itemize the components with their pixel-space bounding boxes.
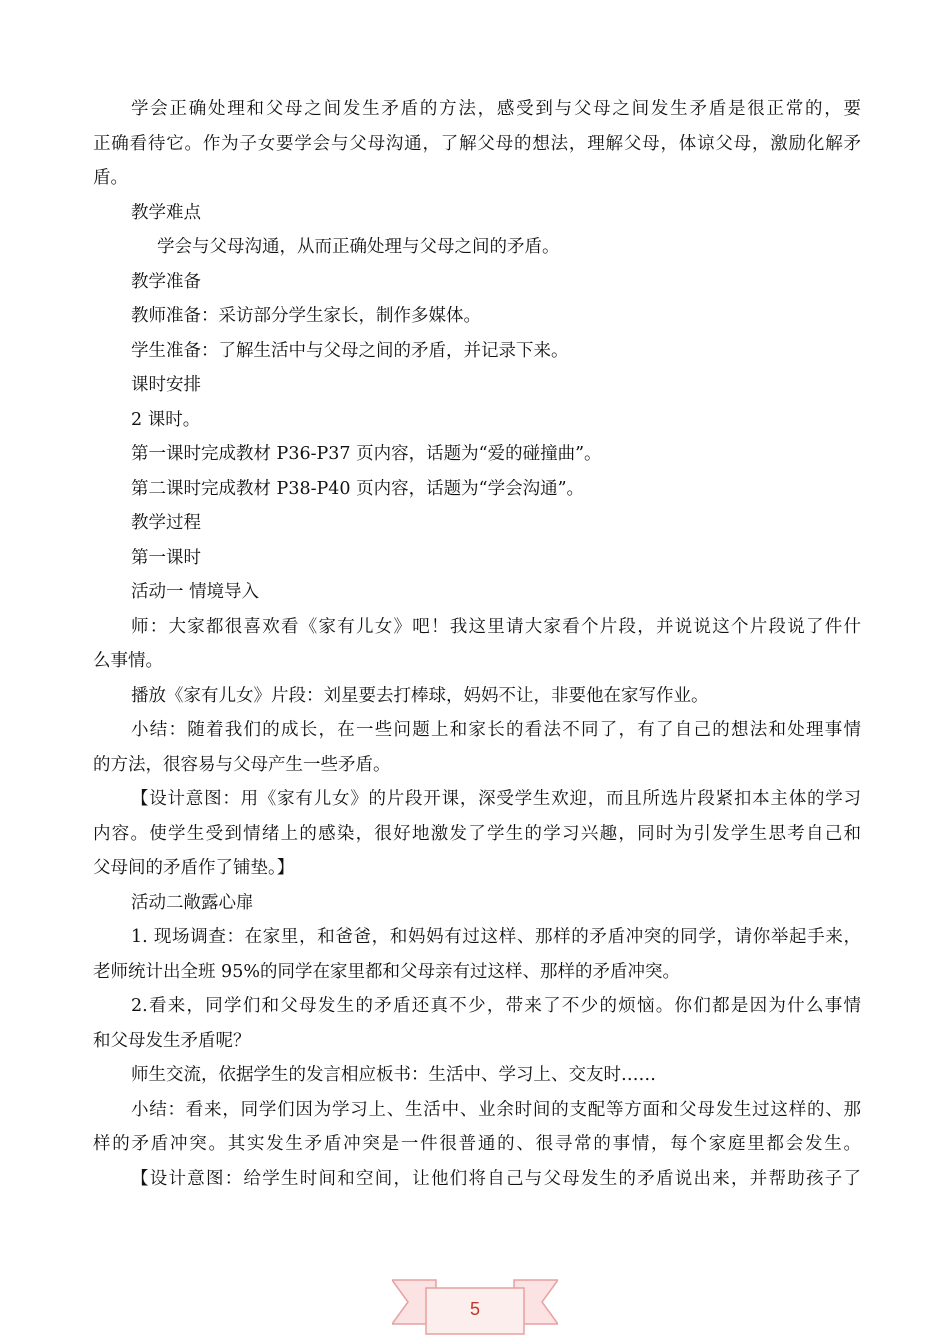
paragraph-line: 教师准备：采访部分学生家长，制作多媒体。 (131, 306, 481, 326)
page-number: 5 (469, 1299, 480, 1319)
paragraph-line: 内容。使学生受到情绪上的感染，很好地激发了学生的学习兴趣，同时为引发学生思考自己和 (93, 823, 861, 844)
paragraph-line: 2.看来，同学们和父母发生的矛盾还真不少，带来了不少的烦恼。你们都是因为什么事情 (131, 996, 861, 1016)
paragraph-line: 盾。 (93, 168, 128, 188)
paragraph-line: 师生交流，依据学生的发言相应板书：生活中、学习上、交友时…… (131, 1065, 656, 1085)
section-heading: 第一课时 (131, 547, 201, 568)
paragraph-line: 学会与父母沟通，从而正确处理与父母之间的矛盾。 (157, 237, 560, 257)
paragraph-line: 么事情。 (93, 651, 163, 671)
paragraph-line: 2 课时。 (131, 409, 201, 430)
paragraph-line: 1. 现场调查：在家里，和爸爸，和妈妈有过这样、那样的矛盾冲突的同学，请你举起手来， (131, 927, 861, 947)
paragraph-line: 父母间的矛盾作了铺垫。】 (93, 858, 295, 878)
paragraph-line: 播放《家有儿女》片段：刘星要去打棒球，妈妈不让，非要他在家写作业。 (131, 685, 709, 706)
paragraph-line: 老师统计出全班 95%的同学在家里都和父母亲有过这样、那样的矛盾冲突。 (93, 961, 680, 982)
paragraph-line: 正确看待它。作为子女要学会与父母沟通，了解父母的想法，理解父母，体谅父母，激励化解矛 (93, 133, 861, 154)
paragraph-line: 第一课时完成教材 P36-P37 页内容，话题为“爱的碰撞曲”。 (131, 444, 602, 464)
section-heading: 教学难点 (131, 202, 201, 223)
section-heading: 活动二敞露心扉 (131, 892, 254, 913)
section-heading: 课时安排 (131, 375, 201, 395)
paragraph-line: 小结：随着我们的成长，在一些问题上和家长的看法不同了，有了自己的想法和处理事情 (131, 720, 861, 740)
paragraph-line: 和父母发生矛盾呢？ (93, 1030, 251, 1051)
section-heading: 教学准备 (131, 271, 201, 292)
paragraph-line: 第二课时完成教材 P38-P40 页内容，话题为“学会沟通”。 (131, 478, 585, 499)
section-heading: 活动一 情境导入 (131, 582, 260, 602)
section-heading: 教学过程 (131, 513, 201, 533)
paragraph-line: 样的矛盾冲突。其实发生矛盾冲突是一件很普通的、很寻常的事情，每个家庭里都会发生。 (93, 1134, 861, 1154)
paragraph-line: 的方法，很容易与父母产生一些矛盾。 (93, 754, 391, 775)
paragraph-line: 学生准备：了解生活中与父母之间的矛盾，并记录下来。 (131, 340, 569, 361)
paragraph-line: 【设计意图：给学生时间和空间，让他们将自己与父母发生的矛盾说出来，并帮助孩子了 (131, 1168, 861, 1189)
paragraph-line: 学会正确处理和父母之间发生矛盾的方法，感受到与父母之间发生矛盾是很正常的，要 (131, 99, 861, 119)
paragraph-line: 小结：看来，同学们因为学习上、生活中、业余时间的支配等方面和父母发生过这样的、那 (131, 1099, 861, 1120)
paragraph-line: 【设计意图：用《家有儿女》的片段开课，深受学生欢迎，而且所选片段紧扣本主体的学习 (131, 789, 861, 809)
document-body (93, 92, 861, 1196)
page-number-ribbon (392, 1272, 558, 1338)
paragraph-line: 师：大家都很喜欢看《家有儿女》吧！我这里请大家看个片段，并说说这个片段说了件什 (131, 616, 861, 637)
